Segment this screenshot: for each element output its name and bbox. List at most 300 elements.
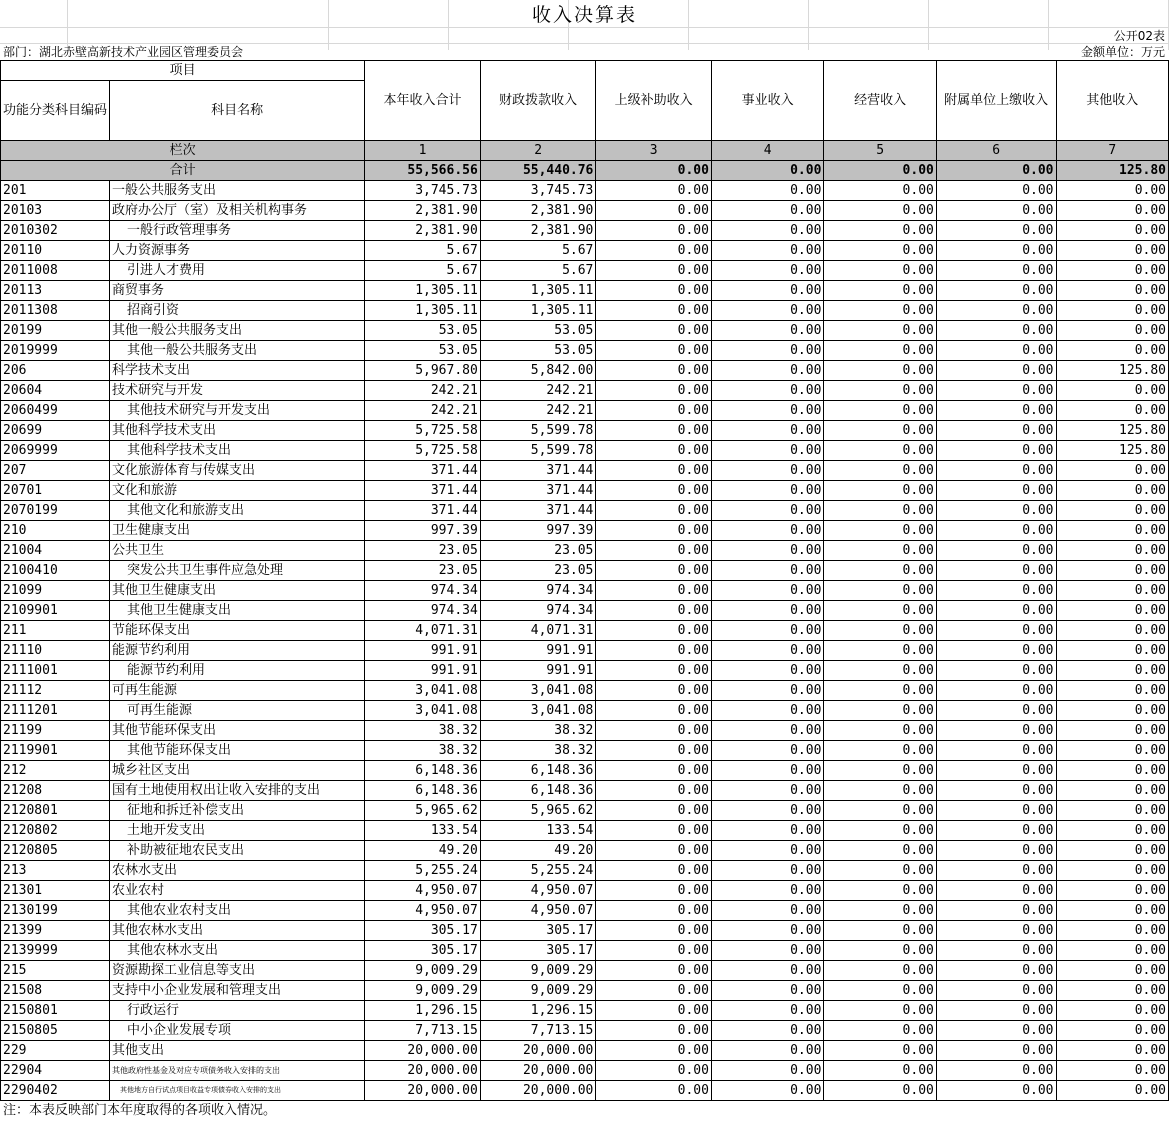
amount-cell: 9,009.29	[365, 961, 481, 981]
amount-cell: 371.44	[480, 501, 596, 521]
amount-cell: 0.00	[936, 701, 1056, 721]
table-row	[1, 741, 1169, 761]
subject-code: 2069999	[1, 441, 110, 461]
amount-cell: 0.00	[824, 581, 936, 601]
amount-cell: 0.00	[1056, 1061, 1169, 1081]
amount-cell: 0.00	[824, 641, 936, 661]
subject-code: 2010302	[1, 221, 110, 241]
amount-cell: 0.00	[824, 1061, 936, 1081]
form-number: 公开02表	[1113, 29, 1165, 43]
amount-cell: 0.00	[824, 441, 936, 461]
amount-unit-label: 金额单位：万元	[1080, 45, 1165, 59]
amount-cell: 0.00	[711, 721, 823, 741]
amount-cell: 5,255.24	[365, 861, 481, 881]
subject-code: 2019999	[1, 341, 110, 361]
amount-cell: 0.00	[596, 481, 712, 501]
subject-code: 2060499	[1, 401, 110, 421]
amount-cell: 20,000.00	[365, 1081, 481, 1101]
subject-code: 21099	[1, 581, 110, 601]
amount-cell: 0.00	[936, 321, 1056, 341]
amount-cell: 5.67	[365, 241, 481, 261]
amount-cell: 0.00	[1056, 501, 1169, 521]
amount-cell: 0.00	[824, 541, 936, 561]
subject-name: 其他地方自行试点项目收益专项债券收入安排的支出	[110, 1081, 365, 1101]
amount-cell: 0.00	[596, 821, 712, 841]
total-value: 0.00	[824, 161, 936, 181]
subject-name: 公共卫生	[110, 541, 365, 561]
amount-cell: 0.00	[1056, 1041, 1169, 1061]
amount-cell: 0.00	[936, 961, 1056, 981]
amount-cell: 9,009.29	[480, 981, 596, 1001]
amount-cell: 20,000.00	[480, 1061, 596, 1081]
subject-code: 2070199	[1, 501, 110, 521]
amount-cell: 5,965.62	[365, 801, 481, 821]
amount-cell: 4,071.31	[365, 621, 481, 641]
subject-name: 其他一般公共服务支出	[110, 341, 365, 361]
subject-name: 中小企业发展专项	[110, 1021, 365, 1041]
amount-cell: 0.00	[1056, 821, 1169, 841]
amount-cell: 0.00	[1056, 981, 1169, 1001]
income-table	[0, 60, 1169, 1101]
amount-cell: 0.00	[1056, 941, 1169, 961]
amount-cell: 0.00	[596, 561, 712, 581]
subject-code: 20699	[1, 421, 110, 441]
amount-cell: 0.00	[1056, 181, 1169, 201]
amount-cell: 0.00	[711, 221, 823, 241]
amount-cell: 5,255.24	[480, 861, 596, 881]
amount-cell: 0.00	[1056, 381, 1169, 401]
amount-cell: 9,009.29	[365, 981, 481, 1001]
amount-cell: 3,041.08	[365, 681, 481, 701]
amount-cell: 0.00	[711, 921, 823, 941]
subject-code: 2011308	[1, 301, 110, 321]
amount-cell: 0.00	[596, 961, 712, 981]
subject-code: 201	[1, 181, 110, 201]
subject-code: 2120802	[1, 821, 110, 841]
subject-name: 农林水支出	[110, 861, 365, 881]
table-row	[1, 981, 1169, 1001]
subject-code: 21112	[1, 681, 110, 701]
amount-cell: 0.00	[711, 1061, 823, 1081]
subject-code: 2119901	[1, 741, 110, 761]
subject-name: 其他节能环保支出	[110, 721, 365, 741]
subject-code: 21110	[1, 641, 110, 661]
amount-cell: 23.05	[365, 561, 481, 581]
amount-cell: 0.00	[596, 881, 712, 901]
amount-cell: 0.00	[936, 401, 1056, 421]
amount-cell: 0.00	[711, 941, 823, 961]
amount-cell: 0.00	[596, 341, 712, 361]
amount-cell: 7,713.15	[365, 1021, 481, 1041]
subject-name: 文化和旅游	[110, 481, 365, 501]
amount-cell: 38.32	[365, 741, 481, 761]
table-row	[1, 1041, 1169, 1061]
amount-cell: 974.34	[365, 601, 481, 621]
amount-cell: 53.05	[365, 321, 481, 341]
table-row	[1, 761, 1169, 781]
amount-cell: 0.00	[824, 881, 936, 901]
amount-cell: 0.00	[596, 501, 712, 521]
amount-cell: 0.00	[824, 521, 936, 541]
table-row	[1, 941, 1169, 961]
amount-cell: 305.17	[365, 941, 481, 961]
subject-code: 207	[1, 461, 110, 481]
amount-cell: 0.00	[1056, 1001, 1169, 1021]
amount-cell: 0.00	[711, 641, 823, 661]
table-row	[1, 221, 1169, 241]
table-row	[1, 381, 1169, 401]
amount-cell: 0.00	[1056, 621, 1169, 641]
amount-cell: 4,950.07	[365, 901, 481, 921]
amount-cell: 38.32	[365, 721, 481, 741]
table-row	[1, 821, 1169, 841]
amount-cell: 0.00	[1056, 861, 1169, 881]
table-row	[1, 921, 1169, 941]
amount-cell: 0.00	[596, 921, 712, 941]
table-row	[1, 961, 1169, 981]
subject-name: 城乡社区支出	[110, 761, 365, 781]
total-value: 0.00	[596, 161, 712, 181]
amount-cell: 0.00	[824, 821, 936, 841]
amount-cell: 0.00	[596, 321, 712, 341]
amount-cell: 0.00	[711, 1081, 823, 1101]
amount-cell: 0.00	[936, 861, 1056, 881]
income-table-body	[1, 61, 1169, 1101]
amount-cell: 0.00	[824, 841, 936, 861]
subject-name: 补助被征地农民支出	[110, 841, 365, 861]
amount-cell: 974.34	[480, 581, 596, 601]
amount-cell: 5,725.58	[365, 421, 481, 441]
subject-code: 206	[1, 361, 110, 381]
table-row	[1, 521, 1169, 541]
subject-code: 2150805	[1, 1021, 110, 1041]
amount-cell: 0.00	[596, 301, 712, 321]
amount-cell: 0.00	[711, 1041, 823, 1061]
amount-cell: 0.00	[711, 561, 823, 581]
amount-cell: 0.00	[936, 1021, 1056, 1041]
amount-cell: 0.00	[596, 781, 712, 801]
amount-cell: 49.20	[480, 841, 596, 861]
subject-code: 2111201	[1, 701, 110, 721]
subject-code: 2139999	[1, 941, 110, 961]
amount-cell: 0.00	[1056, 1081, 1169, 1101]
amount-cell: 242.21	[365, 401, 481, 421]
subject-code: 22904	[1, 1061, 110, 1081]
amount-cell: 0.00	[596, 1001, 712, 1021]
amount-cell: 6,148.36	[480, 761, 596, 781]
table-row	[1, 641, 1169, 661]
amount-cell: 0.00	[824, 681, 936, 701]
amount-cell: 20,000.00	[365, 1041, 481, 1061]
amount-cell: 0.00	[1056, 321, 1169, 341]
table-row	[1, 301, 1169, 321]
subject-code: 215	[1, 961, 110, 981]
amount-cell: 5,725.58	[365, 441, 481, 461]
amount-cell: 0.00	[936, 901, 1056, 921]
amount-cell: 20,000.00	[480, 1041, 596, 1061]
column-number: 6	[936, 141, 1056, 161]
subject-name: 其他政府性基金及对应专项债务收入安排的支出	[110, 1061, 365, 1081]
amount-cell: 0.00	[1056, 721, 1169, 741]
amount-cell: 0.00	[824, 701, 936, 721]
amount-cell: 0.00	[1056, 901, 1169, 921]
amount-cell: 0.00	[596, 941, 712, 961]
amount-cell: 0.00	[824, 421, 936, 441]
amount-cell: 0.00	[711, 441, 823, 461]
amount-cell: 0.00	[936, 641, 1056, 661]
amount-cell: 0.00	[824, 981, 936, 1001]
table-row	[1, 581, 1169, 601]
table-row	[1, 321, 1169, 341]
table-row	[1, 241, 1169, 261]
amount-cell: 0.00	[596, 521, 712, 541]
amount-cell: 0.00	[1056, 961, 1169, 981]
subject-name: 政府办公厅（室）及相关机构事务	[110, 201, 365, 221]
amount-cell: 0.00	[596, 201, 712, 221]
amount-cell: 0.00	[936, 581, 1056, 601]
amount-cell: 2,381.90	[480, 221, 596, 241]
amount-cell: 5,967.80	[365, 361, 481, 381]
amount-cell: 0.00	[711, 981, 823, 1001]
header-col-5: 经营收入	[824, 61, 936, 141]
amount-cell: 0.00	[936, 921, 1056, 941]
amount-cell: 974.34	[365, 581, 481, 601]
subject-name: 可再生能源	[110, 701, 365, 721]
amount-cell: 0.00	[711, 961, 823, 981]
amount-cell: 0.00	[1056, 561, 1169, 581]
amount-cell: 5.67	[480, 241, 596, 261]
subject-code: 229	[1, 1041, 110, 1061]
amount-cell: 0.00	[711, 421, 823, 441]
amount-cell: 0.00	[824, 461, 936, 481]
table-row	[1, 701, 1169, 721]
amount-cell: 0.00	[824, 921, 936, 941]
amount-cell: 3,041.08	[480, 701, 596, 721]
amount-cell: 0.00	[824, 861, 936, 881]
amount-cell: 0.00	[936, 621, 1056, 641]
subject-name: 能源节约利用	[110, 641, 365, 661]
header-col-2: 财政拨款收入	[480, 61, 596, 141]
amount-cell: 0.00	[936, 301, 1056, 321]
amount-cell: 0.00	[711, 781, 823, 801]
subject-name: 其他节能环保支出	[110, 741, 365, 761]
amount-cell: 1,305.11	[480, 301, 596, 321]
amount-cell: 6,148.36	[365, 761, 481, 781]
subject-code: 21301	[1, 881, 110, 901]
amount-cell: 0.00	[596, 901, 712, 921]
subject-code: 2120805	[1, 841, 110, 861]
amount-cell: 0.00	[596, 981, 712, 1001]
footnote: 注：本表反映部门本年度取得的各项收入情况。	[3, 1103, 277, 1118]
amount-cell: 38.32	[480, 741, 596, 761]
column-number: 4	[711, 141, 823, 161]
amount-cell: 0.00	[824, 1041, 936, 1061]
subject-code: 2130199	[1, 901, 110, 921]
column-order-label: 栏次	[1, 141, 365, 161]
amount-cell: 0.00	[824, 481, 936, 501]
table-row	[1, 721, 1169, 741]
subject-code: 213	[1, 861, 110, 881]
amount-cell: 0.00	[711, 1001, 823, 1021]
amount-cell: 0.00	[936, 501, 1056, 521]
header-col-7: 其他收入	[1056, 61, 1169, 141]
column-number: 2	[480, 141, 596, 161]
amount-cell: 133.54	[480, 821, 596, 841]
subject-name: 能源节约利用	[110, 661, 365, 681]
amount-cell: 0.00	[711, 541, 823, 561]
subject-name: 突发公共卫生事件应急处理	[110, 561, 365, 581]
amount-cell: 5,599.78	[480, 441, 596, 461]
table-row	[1, 621, 1169, 641]
amount-cell: 0.00	[596, 681, 712, 701]
subject-name: 科学技术支出	[110, 361, 365, 381]
subject-name: 农业农村	[110, 881, 365, 901]
amount-cell: 0.00	[936, 801, 1056, 821]
table-row	[1, 541, 1169, 561]
table-row	[1, 681, 1169, 701]
subject-code: 2290402	[1, 1081, 110, 1101]
amount-cell: 0.00	[824, 181, 936, 201]
amount-cell: 0.00	[936, 221, 1056, 241]
amount-cell: 20,000.00	[480, 1081, 596, 1101]
table-row	[1, 501, 1169, 521]
subject-name: 其他农业农村支出	[110, 901, 365, 921]
amount-cell: 0.00	[596, 1061, 712, 1081]
subject-name: 征地和拆迁补偿支出	[110, 801, 365, 821]
amount-cell: 997.39	[480, 521, 596, 541]
amount-cell: 5,599.78	[480, 421, 596, 441]
amount-cell: 0.00	[1056, 581, 1169, 601]
amount-cell: 0.00	[596, 281, 712, 301]
amount-cell: 1,296.15	[480, 1001, 596, 1021]
subject-code: 20103	[1, 201, 110, 221]
header-project: 项目	[1, 61, 365, 81]
amount-cell: 0.00	[711, 681, 823, 701]
total-value: 55,440.76	[480, 161, 596, 181]
subject-code: 211	[1, 621, 110, 641]
table-row	[1, 801, 1169, 821]
amount-cell: 0.00	[936, 241, 1056, 261]
amount-cell: 2,381.90	[480, 201, 596, 221]
amount-cell: 0.00	[936, 541, 1056, 561]
amount-cell: 0.00	[824, 1021, 936, 1041]
amount-cell: 0.00	[596, 1041, 712, 1061]
amount-cell: 0.00	[824, 761, 936, 781]
amount-cell: 0.00	[711, 581, 823, 601]
total-label: 合计	[1, 161, 365, 181]
subject-name: 支持中小企业发展和管理支出	[110, 981, 365, 1001]
amount-cell: 0.00	[1056, 841, 1169, 861]
amount-cell: 0.00	[824, 281, 936, 301]
subject-code: 21004	[1, 541, 110, 561]
amount-cell: 6,148.36	[480, 781, 596, 801]
total-value: 125.80	[1056, 161, 1169, 181]
amount-cell: 1,305.11	[365, 301, 481, 321]
amount-cell: 49.20	[365, 841, 481, 861]
table-row	[1, 1001, 1169, 1021]
subject-name: 其他一般公共服务支出	[110, 321, 365, 341]
amount-cell: 53.05	[480, 321, 596, 341]
amount-cell: 0.00	[596, 801, 712, 821]
amount-cell: 0.00	[824, 381, 936, 401]
amount-cell: 1,296.15	[365, 1001, 481, 1021]
amount-cell: 0.00	[711, 861, 823, 881]
amount-cell: 0.00	[936, 601, 1056, 621]
amount-cell: 0.00	[1056, 261, 1169, 281]
column-number: 1	[365, 141, 481, 161]
amount-cell: 0.00	[936, 421, 1056, 441]
subject-code: 20604	[1, 381, 110, 401]
subject-code: 2150801	[1, 1001, 110, 1021]
amount-cell: 0.00	[824, 621, 936, 641]
amount-cell: 0.00	[596, 841, 712, 861]
amount-cell: 0.00	[596, 241, 712, 261]
amount-cell: 0.00	[824, 501, 936, 521]
subject-name: 其他文化和旅游支出	[110, 501, 365, 521]
header-subject-name: 科目名称	[110, 81, 365, 141]
amount-cell: 0.00	[936, 181, 1056, 201]
amount-cell: 371.44	[480, 461, 596, 481]
amount-cell: 7,713.15	[480, 1021, 596, 1041]
amount-cell: 53.05	[365, 341, 481, 361]
amount-cell: 0.00	[936, 721, 1056, 741]
column-number: 7	[1056, 141, 1169, 161]
amount-cell: 0.00	[1056, 301, 1169, 321]
amount-cell: 0.00	[824, 341, 936, 361]
amount-cell: 0.00	[1056, 461, 1169, 481]
amount-cell: 0.00	[711, 601, 823, 621]
amount-cell: 0.00	[1056, 201, 1169, 221]
amount-cell: 0.00	[596, 421, 712, 441]
subject-name: 其他科学技术支出	[110, 421, 365, 441]
table-row	[1, 181, 1169, 201]
amount-cell: 0.00	[596, 541, 712, 561]
amount-cell: 991.91	[480, 661, 596, 681]
amount-cell: 0.00	[711, 661, 823, 681]
amount-cell: 0.00	[936, 881, 1056, 901]
table-row	[1, 881, 1169, 901]
table-row	[1, 361, 1169, 381]
amount-cell: 5,842.00	[480, 361, 596, 381]
total-row	[1, 161, 1169, 181]
amount-cell: 0.00	[824, 941, 936, 961]
amount-cell: 0.00	[1056, 921, 1169, 941]
amount-cell: 0.00	[936, 741, 1056, 761]
amount-cell: 0.00	[711, 761, 823, 781]
table-row	[1, 901, 1169, 921]
subject-code: 21199	[1, 721, 110, 741]
subject-code: 20199	[1, 321, 110, 341]
subject-name: 一般公共服务支出	[110, 181, 365, 201]
amount-cell: 0.00	[1056, 281, 1169, 301]
amount-cell: 0.00	[711, 481, 823, 501]
subject-name: 其他农林水支出	[110, 921, 365, 941]
amount-cell: 0.00	[711, 401, 823, 421]
amount-cell: 53.05	[480, 341, 596, 361]
amount-cell: 991.91	[365, 661, 481, 681]
amount-cell: 3,041.08	[365, 701, 481, 721]
subject-code: 20110	[1, 241, 110, 261]
amount-cell: 0.00	[711, 381, 823, 401]
amount-cell: 1,305.11	[480, 281, 596, 301]
amount-cell: 0.00	[824, 561, 936, 581]
amount-cell: 0.00	[596, 641, 712, 661]
subject-name: 人力资源事务	[110, 241, 365, 261]
amount-cell: 0.00	[1056, 341, 1169, 361]
subject-name: 其他卫生健康支出	[110, 581, 365, 601]
amount-cell: 0.00	[824, 601, 936, 621]
subject-name: 其他科学技术支出	[110, 441, 365, 461]
